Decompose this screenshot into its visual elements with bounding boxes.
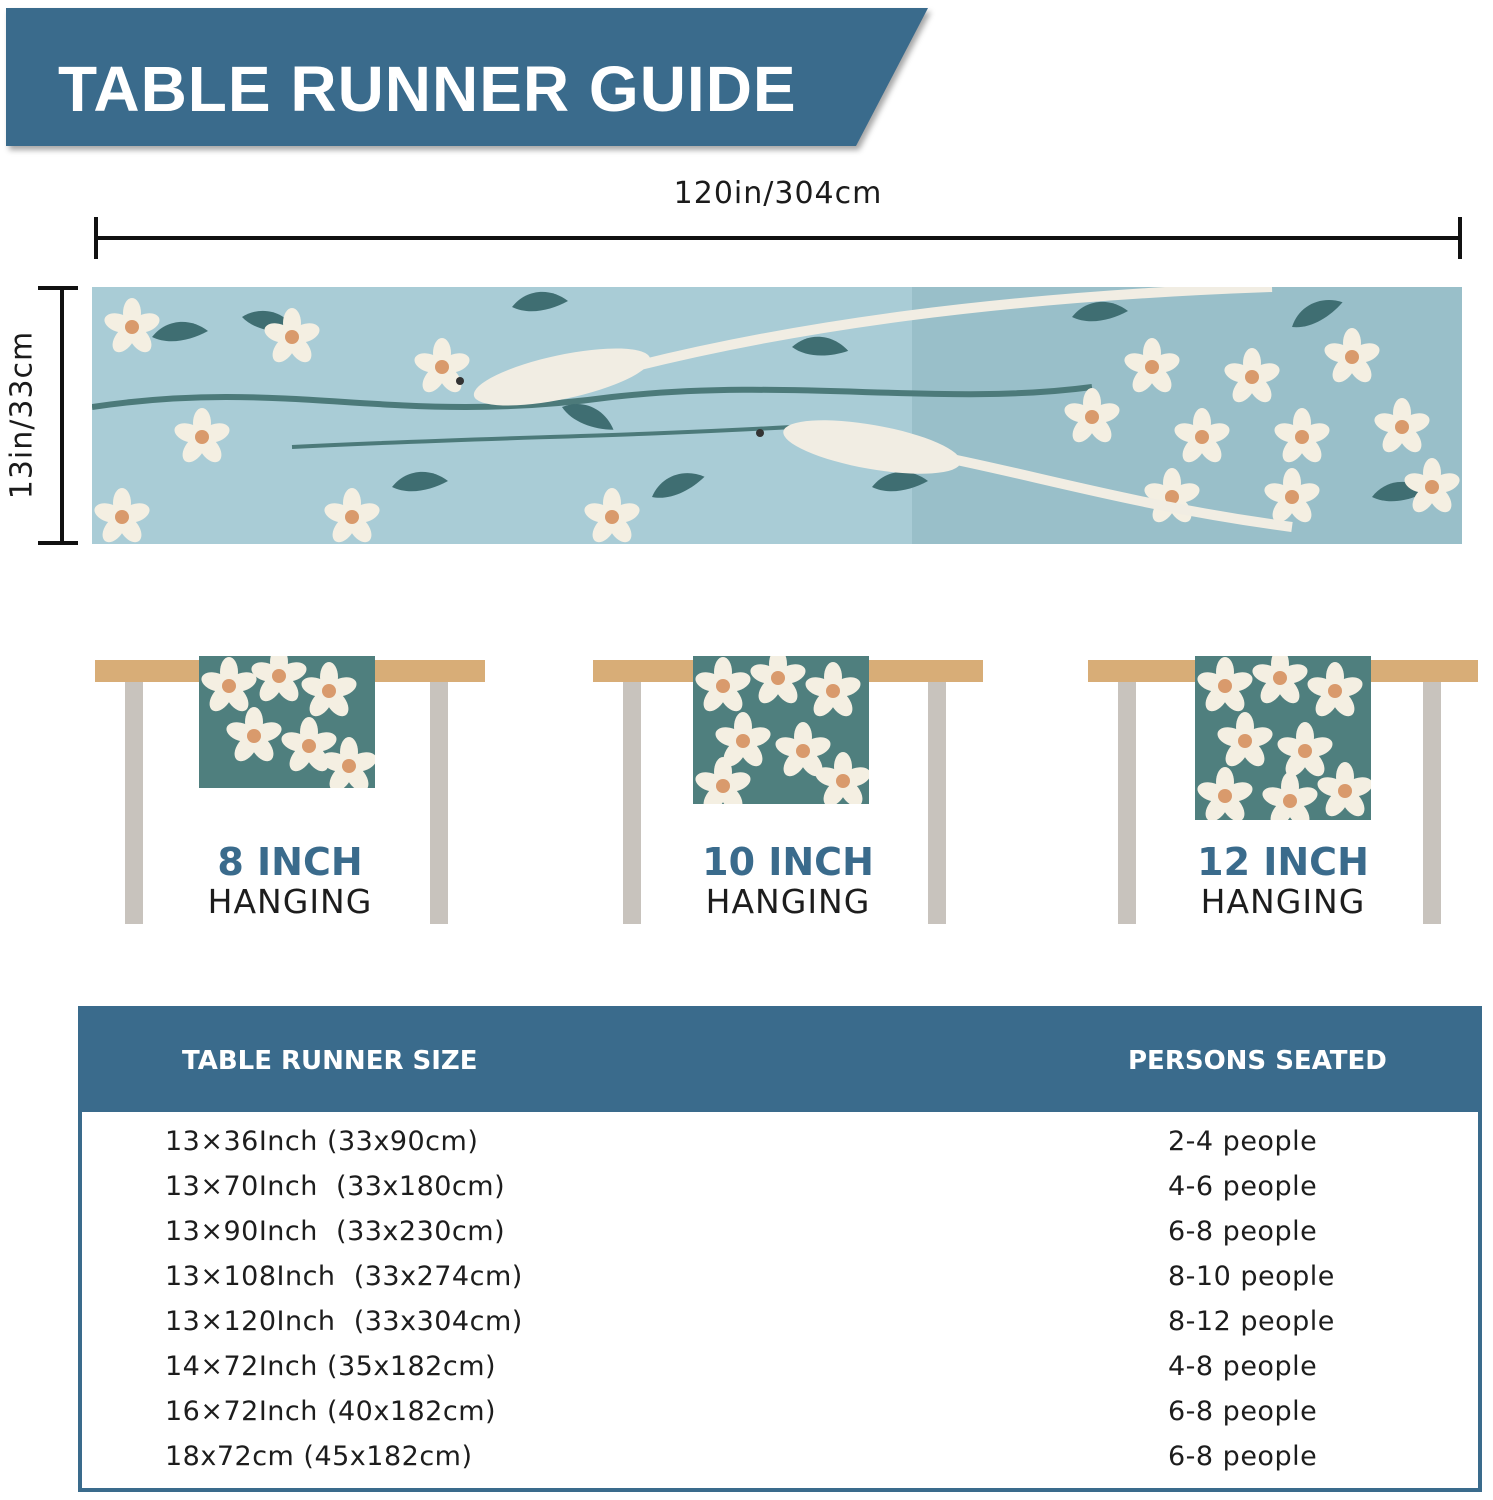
table-row (82, 1257, 1478, 1302)
height-tick-top (38, 286, 78, 290)
row-size: 13×120Inch (33x304cm) (165, 1306, 523, 1337)
hanging-word: HANGING (207, 882, 373, 921)
height-tick-bottom (38, 541, 78, 545)
table-row (82, 1167, 1478, 1212)
header-persons-seated: PERSONS SEATED (1128, 1046, 1387, 1076)
size-table-header (82, 1010, 1478, 1112)
row-people: 2-4 people (1168, 1126, 1318, 1157)
row-people: 4-8 people (1168, 1351, 1318, 1382)
height-dimension-line (60, 288, 64, 544)
hanging-size: 10 INCH (702, 840, 874, 884)
table-row (82, 1212, 1478, 1257)
row-size: 18x72cm (45x182cm) (165, 1441, 473, 1472)
table-row (82, 1437, 1478, 1482)
runner-drape-10 (693, 656, 869, 804)
row-people: 6-8 people (1168, 1441, 1318, 1472)
table-runner-image (92, 287, 1462, 544)
hanging-word: HANGING (1200, 882, 1366, 921)
width-dimension-line (96, 236, 1462, 240)
page-title: TABLE RUNNER GUIDE (58, 53, 797, 125)
row-people: 8-10 people (1168, 1261, 1335, 1292)
table-10-inch (593, 656, 983, 926)
height-label: 13in/33cm (4, 330, 40, 500)
width-tick-left (94, 217, 98, 259)
runner-drape-8 (199, 656, 375, 788)
width-tick-right (1458, 217, 1462, 259)
size-table-body (82, 1122, 1478, 1482)
runner-drape-12 (1195, 656, 1371, 820)
row-size: 13×90Inch (33x230cm) (165, 1216, 506, 1247)
row-size: 13×70Inch (33x180cm) (165, 1171, 506, 1202)
row-people: 4-6 people (1168, 1171, 1318, 1202)
row-size: 13×36Inch (33x90cm) (165, 1126, 479, 1157)
row-people: 6-8 people (1168, 1216, 1318, 1247)
hanging-size: 12 INCH (1197, 840, 1369, 884)
table-8-inch (95, 656, 485, 926)
hanging-size: 8 INCH (217, 840, 363, 884)
row-people: 6-8 people (1168, 1396, 1318, 1427)
hanging-word: HANGING (705, 882, 871, 921)
row-size: 13×108Inch (33x274cm) (165, 1261, 523, 1292)
table-12-inch (1088, 656, 1478, 926)
title-banner (6, 8, 936, 150)
table-row (82, 1302, 1478, 1347)
row-size: 16×72Inch (40x182cm) (165, 1396, 497, 1427)
row-people: 8-12 people (1168, 1306, 1335, 1337)
width-label: 120in/304cm (673, 176, 883, 211)
table-row (82, 1347, 1478, 1392)
header-runner-size: TABLE RUNNER SIZE (182, 1046, 478, 1076)
table-row (82, 1392, 1478, 1437)
row-size: 14×72Inch (35x182cm) (165, 1351, 497, 1382)
size-table (78, 1006, 1482, 1492)
table-row (82, 1122, 1478, 1167)
